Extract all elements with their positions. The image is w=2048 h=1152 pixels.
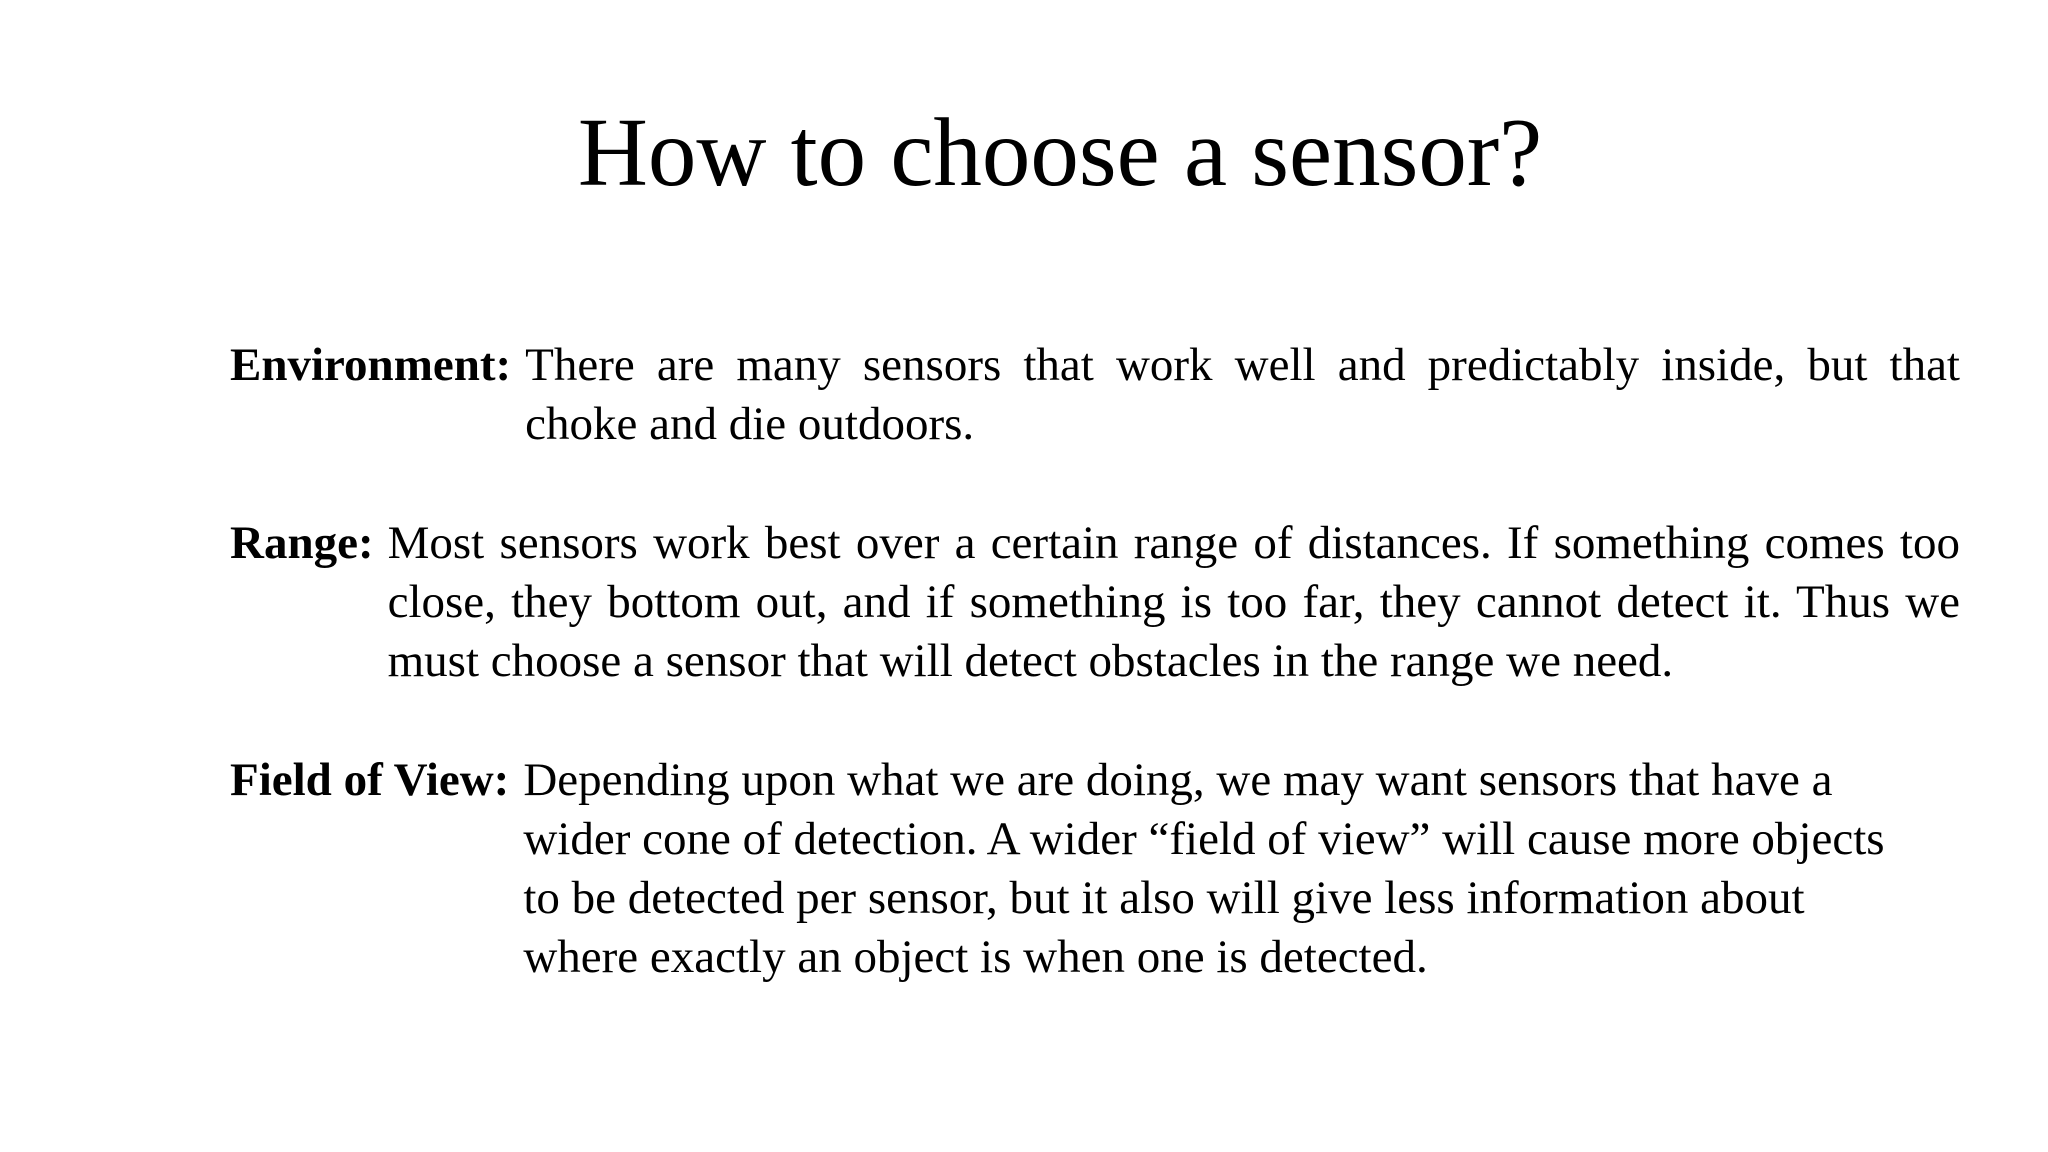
definition-field-of-view [230,751,1960,987]
description-environment: There are many sensors that work well and predictably inside, but that choke and die outdoors. [525,339,1960,450]
description-range: Most sensors work best over a certain range of distances. If something comes too close, they bottom out, and if something is too far, they cannot detect it. Thus we must choose a sensor that will detect obstacles in the range we need. [387,517,1960,687]
term-field-of-view: Field of View: [230,754,510,806]
term-environment: Environment: [230,339,512,391]
slide-title: How to choose a sensor? [577,99,1543,206]
definition-environment [230,336,1960,454]
description-field-of-view: Depending upon what we are doing, we may want sensors that have a wider cone of detection. A wider “field of view” will cause more objects to be detected per sensor, but it also will give less information about where exactly an object is when one is detected. [523,754,1885,983]
definition-range [230,514,1960,691]
definition-list [230,336,1960,1047]
term-range: Range: [230,517,374,569]
